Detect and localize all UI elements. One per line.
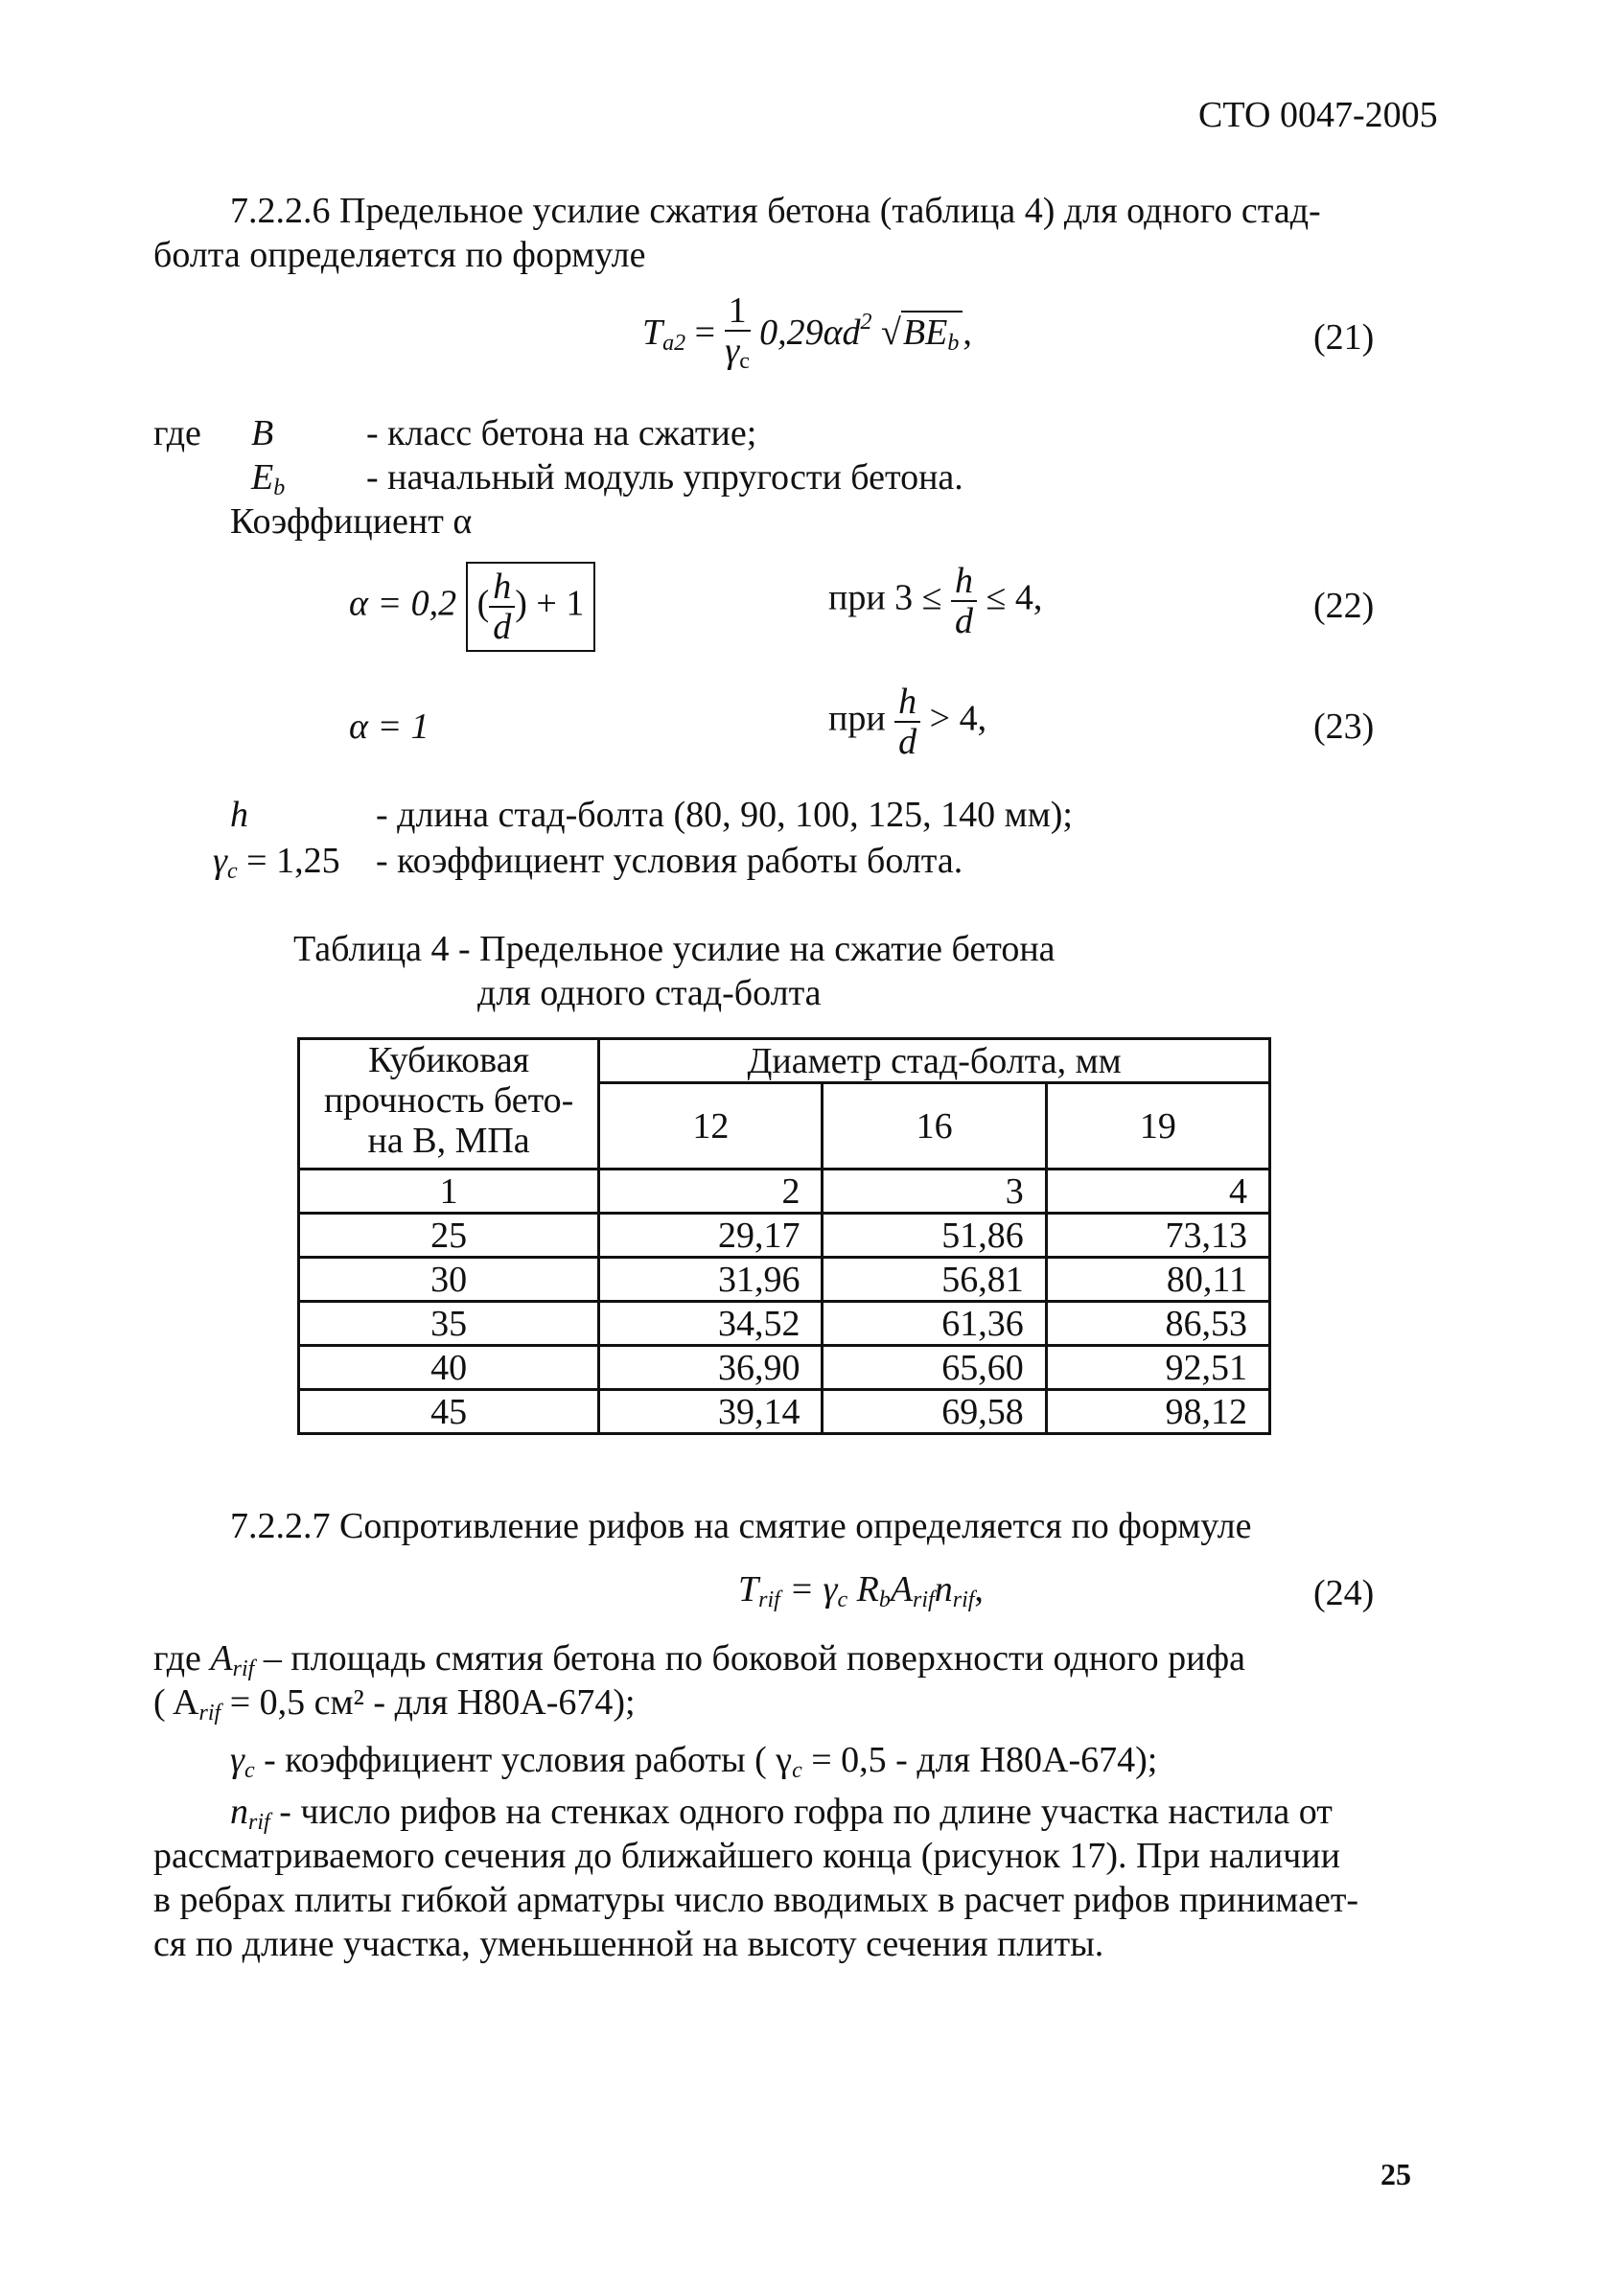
- table-cell: 36,90: [599, 1346, 823, 1390]
- table-cell: 73,13: [1046, 1214, 1269, 1258]
- table-cell: 29,17: [599, 1214, 823, 1258]
- table-row: [299, 1346, 1270, 1390]
- paragraph-7226-line1: 7.2.2.6 Предельное усилие сжатия бетона (таблица 4) для одного стад-: [230, 191, 1321, 231]
- paragraph-7226-line2: болта определяется по формуле: [153, 235, 646, 275]
- symbol-gamma-c: $\gamma_c = 1,25$: [213, 841, 340, 884]
- where-line-n-rif: $n_{rif}$ - число рифов на стенках одного гофра по длине участка настила от: [230, 1792, 1333, 1835]
- formula-21-number: (21): [1313, 317, 1375, 358]
- paragraph-n-rif-line3: в ребрах плиты гибкой арматуры число вводимых в расчет рифов принимает-: [153, 1880, 1359, 1920]
- table-cell: 4: [1046, 1170, 1269, 1214]
- table-cell: 1: [299, 1170, 599, 1214]
- table-row: [299, 1258, 1270, 1302]
- table-cell: 65,60: [823, 1346, 1046, 1390]
- desc-B: - класс бетона на сжатие;: [366, 413, 757, 453]
- desc-gamma-c: - коэффициент условия работы болта.: [376, 841, 963, 881]
- table-cell: 61,36: [823, 1302, 1046, 1346]
- formula-24-number: (24): [1313, 1573, 1375, 1613]
- table-row: [299, 1214, 1270, 1258]
- table-row: [299, 1390, 1270, 1434]
- table-head-d19: 19: [1046, 1083, 1269, 1170]
- table-head-strength: Кубиковая прочность бето- на В, МПа: [299, 1039, 599, 1170]
- table-cell: 56,81: [823, 1258, 1046, 1302]
- coefficient-alpha-label: Коэффициент α: [230, 501, 473, 542]
- document-code: СТО 0047-2005: [1198, 95, 1438, 135]
- table-cell: 51,86: [823, 1214, 1046, 1258]
- table-cell: 92,51: [1046, 1346, 1269, 1390]
- desc-Eb: - начальный модуль упругости бетона.: [366, 457, 963, 498]
- table-head-diameter: Диаметр стад-болта, мм: [599, 1039, 1270, 1083]
- where-line-A-value: ( $A_{rif} = 0,5$ см² - для Н80А-674);: [153, 1682, 636, 1726]
- paragraph-n-rif-line4: ся по длине участка, уменьшенной на высоту сечения плиты.: [153, 1924, 1104, 1964]
- table-cell: 35: [299, 1302, 599, 1346]
- table-column-numbers: [299, 1170, 1270, 1214]
- formula-21: $T_{a2}$ = $\frac{1}{\gamma_c}$ $0,29\alpha d^2$ $√BE_b$ ,: [642, 290, 972, 374]
- table-cell: 69,58: [823, 1390, 1046, 1434]
- table-cell: 25: [299, 1214, 599, 1258]
- table-cell: 98,12: [1046, 1390, 1269, 1434]
- formula-22-condition: при 3 ≤ $\frac{h}{d}$ ≤ 4,: [828, 561, 1043, 641]
- table-head-d16: 16: [823, 1083, 1046, 1170]
- table-cell: 86,53: [1046, 1302, 1269, 1346]
- table-cell: 39,14: [599, 1390, 823, 1434]
- paragraph-7227-line1: 7.2.2.7 Сопротивление рифов на смятие определяется по формуле: [230, 1506, 1252, 1546]
- table-cell: 3: [823, 1170, 1046, 1214]
- where-label-3: где $A_{rif}$ – площадь смятия бетона по боковой поверхности одного рифа: [153, 1638, 1245, 1681]
- symbol-B: B: [251, 413, 274, 453]
- where-label-1: где: [153, 413, 201, 453]
- table-4-caption-line1: Таблица 4 - Предельное усилие на сжатие бетона: [293, 929, 1056, 969]
- table-4: [297, 1037, 1271, 1435]
- table-cell: 2: [599, 1170, 823, 1214]
- table-cell: 34,52: [599, 1302, 823, 1346]
- table-row: [299, 1302, 1270, 1346]
- where-line-gamma-c: $\gamma_c$ - коэффициент условия работы ( $\gamma_c = 0,5$ - для Н80А-674);: [230, 1740, 1158, 1783]
- page-number: 25: [1380, 2157, 1411, 2191]
- formula-23: α = 1: [349, 706, 429, 747]
- symbol-h: h: [230, 795, 248, 835]
- table-cell: 40: [299, 1346, 599, 1390]
- table-cell: 31,96: [599, 1258, 823, 1302]
- symbol-Eb: $E_b$: [251, 457, 286, 500]
- formula-24: $T_{rif} = \gamma_c$ $R_bA_{rif}n_{rif}$,: [738, 1569, 984, 1612]
- table-4-caption-line2: для одного стад-болта: [477, 973, 822, 1013]
- formula-23-condition: при $\frac{h}{d}$ > 4,: [828, 682, 987, 762]
- table-cell: 80,11: [1046, 1258, 1269, 1302]
- table-cell: 30: [299, 1258, 599, 1302]
- desc-h: - длина стад-болта (80, 90, 100, 125, 140 мм);: [376, 795, 1073, 835]
- formula-22: α = 0,2 ( $\frac{h}{d}$ ) + 1: [349, 562, 595, 652]
- formula-23-number: (23): [1313, 706, 1375, 747]
- formula-22-number: (22): [1313, 586, 1375, 626]
- table-cell: 45: [299, 1390, 599, 1434]
- table-head-d12: 12: [599, 1083, 823, 1170]
- paragraph-n-rif-line2: рассматриваемого сечения до ближайшего конца (рисунок 17). При наличии: [153, 1836, 1340, 1876]
